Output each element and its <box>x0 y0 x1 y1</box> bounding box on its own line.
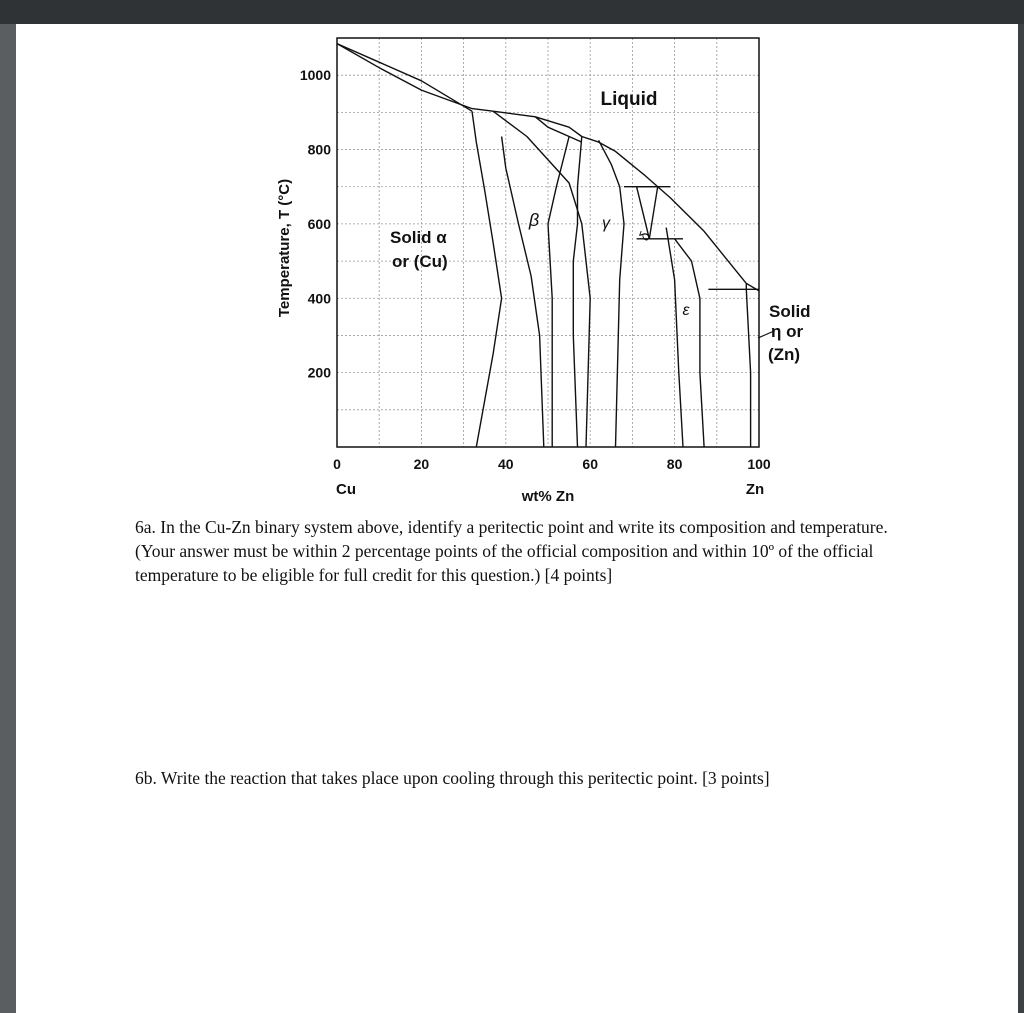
y-tick-label: 1000 <box>299 67 331 84</box>
phase-boundary-beta-line1 <box>502 137 544 448</box>
viewer-scrollbar[interactable] <box>1018 24 1024 1013</box>
document-page <box>16 24 1018 1013</box>
x-tick-label: 100 <box>747 456 771 472</box>
cu-zn-phase-diagram <box>16 24 1018 505</box>
phase-boundary-gamma-right <box>599 140 624 447</box>
y-tick-label: 800 <box>307 141 331 158</box>
region-label-alpha-1: Solid α <box>390 228 447 247</box>
x-tick-label: 0 <box>333 456 341 472</box>
phase-boundary-epsilon-right <box>675 239 705 447</box>
x-tick-label: 20 <box>413 456 430 472</box>
question-6b: 6b. Write the reaction that takes place upon cooling through this peritectic point. [3 points] <box>135 768 770 788</box>
question-6a: 6a. In the Cu-Zn binary system above, identify a peritectic point and write its composition and temperature. (Your answer must be within 2 percentage points of the official composition and within 10º of the official temperature to be eligible for full credit for this question.) [4 points] <box>135 517 888 585</box>
phase-boundary-solvus-alpha <box>472 111 502 447</box>
region-label-epsilon: ε <box>682 302 690 319</box>
zn-end-label: Zn <box>745 481 765 498</box>
y-tick-label: 600 <box>307 215 331 232</box>
region-label-alpha-2: or (Cu) <box>392 252 448 271</box>
viewer-top-bar <box>0 0 1024 24</box>
phase-boundary-beta-right-boundary <box>535 117 582 142</box>
region-label-gamma: γ <box>602 215 610 232</box>
axis-ticks <box>300 67 771 472</box>
y-axis-label: Temperature, T (°C) <box>276 178 293 318</box>
phase-boundary-liquidus-beta-gamma <box>493 111 759 291</box>
x-tick-label: 60 <box>582 456 598 472</box>
region-label-liquid: Liquid <box>600 89 658 110</box>
x-axis-label: wt% Zn <box>521 488 575 505</box>
y-tick-label: 200 <box>307 364 331 381</box>
y-tick-label: 400 <box>307 290 331 307</box>
phase-boundary-beta-line2 <box>548 137 569 448</box>
phase-boundary-eta-boundary <box>746 283 750 447</box>
region-label-eta-2: η or <box>771 322 804 341</box>
region-label-eta-3: (Zn) <box>768 345 801 364</box>
cu-end-label: Cu <box>336 481 356 498</box>
region-label-delta: δ <box>635 229 654 243</box>
region-label-beta: β <box>528 210 540 230</box>
x-tick-label: 80 <box>666 456 683 472</box>
phase-boundary-gamma-left <box>573 137 582 448</box>
x-tick-label: 40 <box>498 456 514 472</box>
region-label-eta-1: Solid <box>769 302 811 321</box>
